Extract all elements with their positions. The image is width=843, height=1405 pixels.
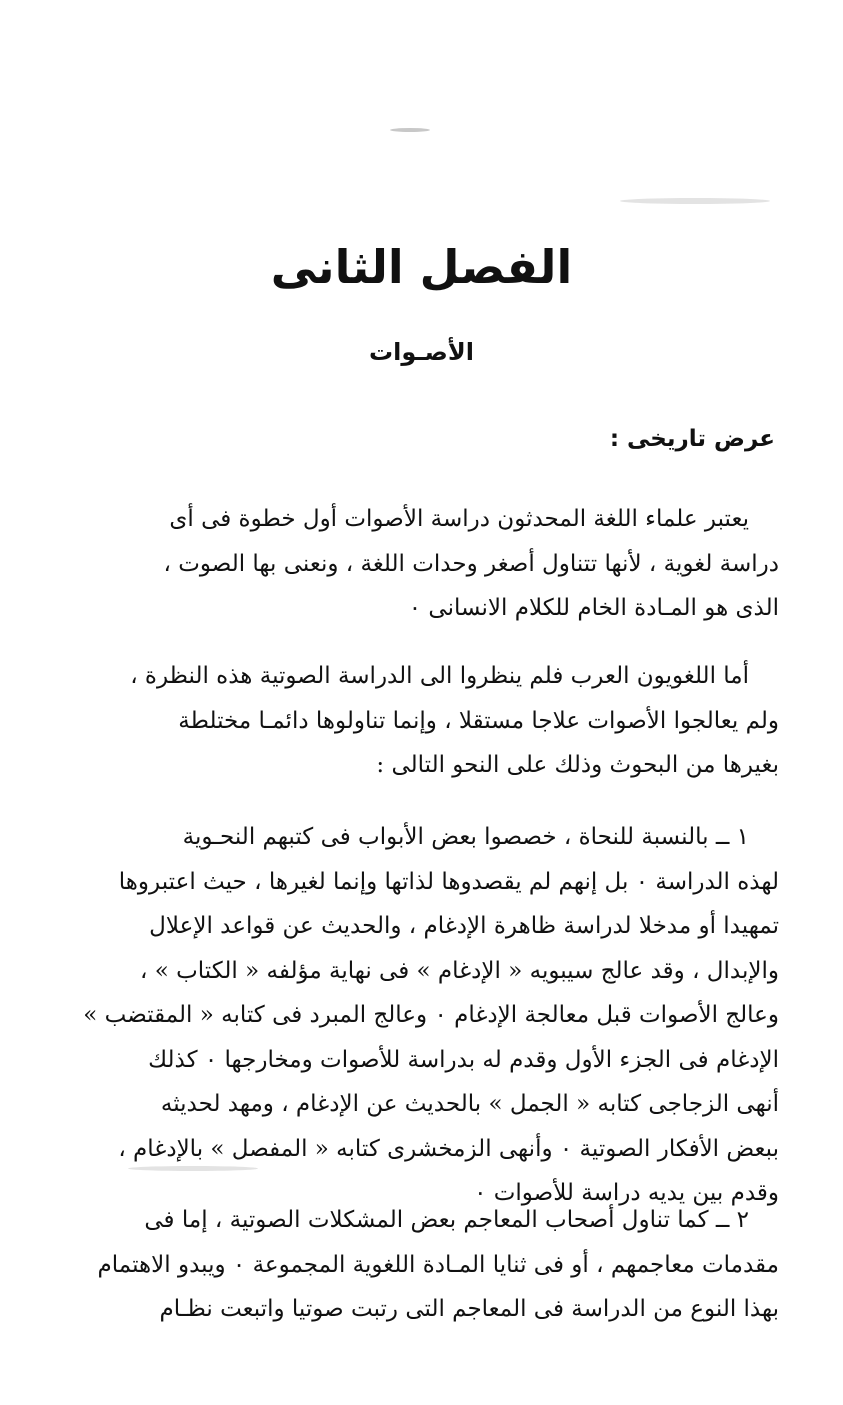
text-line: أما اللغويون العرب فلم ينظروا الى الدراسة الصوتية هذه النظرة ، — [130, 663, 749, 689]
scan-noise — [390, 128, 430, 132]
text-line: بهذا النوع من الدراسة فى المعاجم التى رتبت صوتيا واتبعت نظـام — [159, 1296, 779, 1322]
text-line: الذى هو المـادة الخام للكلام الانسانى ٠ — [408, 595, 779, 621]
chapter-title: الفصل الثانى — [270, 240, 573, 294]
numbered-paragraph — [64, 815, 779, 1216]
text-line: لهذه الدراسة ٠ بل إنهم لم يقصدوها لذاتها وإنما لغيرها ، حيث اعتبروها — [118, 868, 779, 895]
section-title: الأصـوات — [369, 338, 474, 366]
text-line: والإبدال ، وقد عالج سيبويه « الإدغام » فى نهاية مؤلفه « الكتاب » ، — [139, 957, 779, 984]
text-line: ١ ــ بالنسبة للنحاة ، خصصوا بعض الأبواب فى كتبهم النحـوية — [182, 824, 749, 850]
text-line: الإدغام فى الجزء الأول وقدم له بدراسة للأصوات ومخارجها ٠ كذلك — [148, 1046, 779, 1073]
text-line: ولم يعالجوا الأصوات علاجا مستقلا ، وإنما تناولوها دائمـا مختلطة — [178, 707, 779, 734]
text-line: يعتبر علماء اللغة المحدثون دراسة الأصوات أول خطوة فى أى — [169, 506, 749, 532]
numbered-paragraph — [64, 1198, 779, 1332]
text-line: أنهى الزجاجى كتابه « الجمل » بالحديث عن الإدغام ، ومهد لحديثه — [160, 1091, 779, 1117]
text-line: وقدم بين يديه دراسة للأصوات ٠ — [474, 1180, 779, 1206]
text-line: مقدمات معاجمهم ، أو فى ثنايا المـادة اللغوية المجموعة ٠ ويبدو الاهتمام — [97, 1251, 779, 1278]
historical-overview-heading: عرض تاريخى : — [609, 426, 775, 452]
text-line: وعالج الأصوات قبل معالجة الإدغام ٠ وعالج المبرد فى كتابه « المقتضب » — [83, 1002, 779, 1028]
scan-noise — [620, 198, 770, 204]
text-line: ببعض الأفكار الصوتية ٠ وأنهى الزمخشرى كتابه « المفصل » بالإدغام ، — [118, 1135, 779, 1162]
text-line: ٢ ــ كما تناول أصحاب المعاجم بعض المشكلات الصوتية ، إما فى — [144, 1207, 749, 1233]
text-line: تمهيدا أو مدخلا لدراسة ظاهرة الإدغام ، والحديث عن قواعد الإعلال — [149, 913, 779, 939]
paragraph — [64, 497, 779, 631]
text-line: بغيرها من البحوث وذلك على النحو التالى : — [376, 752, 779, 778]
paragraph — [64, 654, 779, 788]
text-line: دراسة لغوية ، لأنها تتناول أصغر وحدات اللغة ، ونعنى بها الصوت ، — [163, 550, 779, 577]
